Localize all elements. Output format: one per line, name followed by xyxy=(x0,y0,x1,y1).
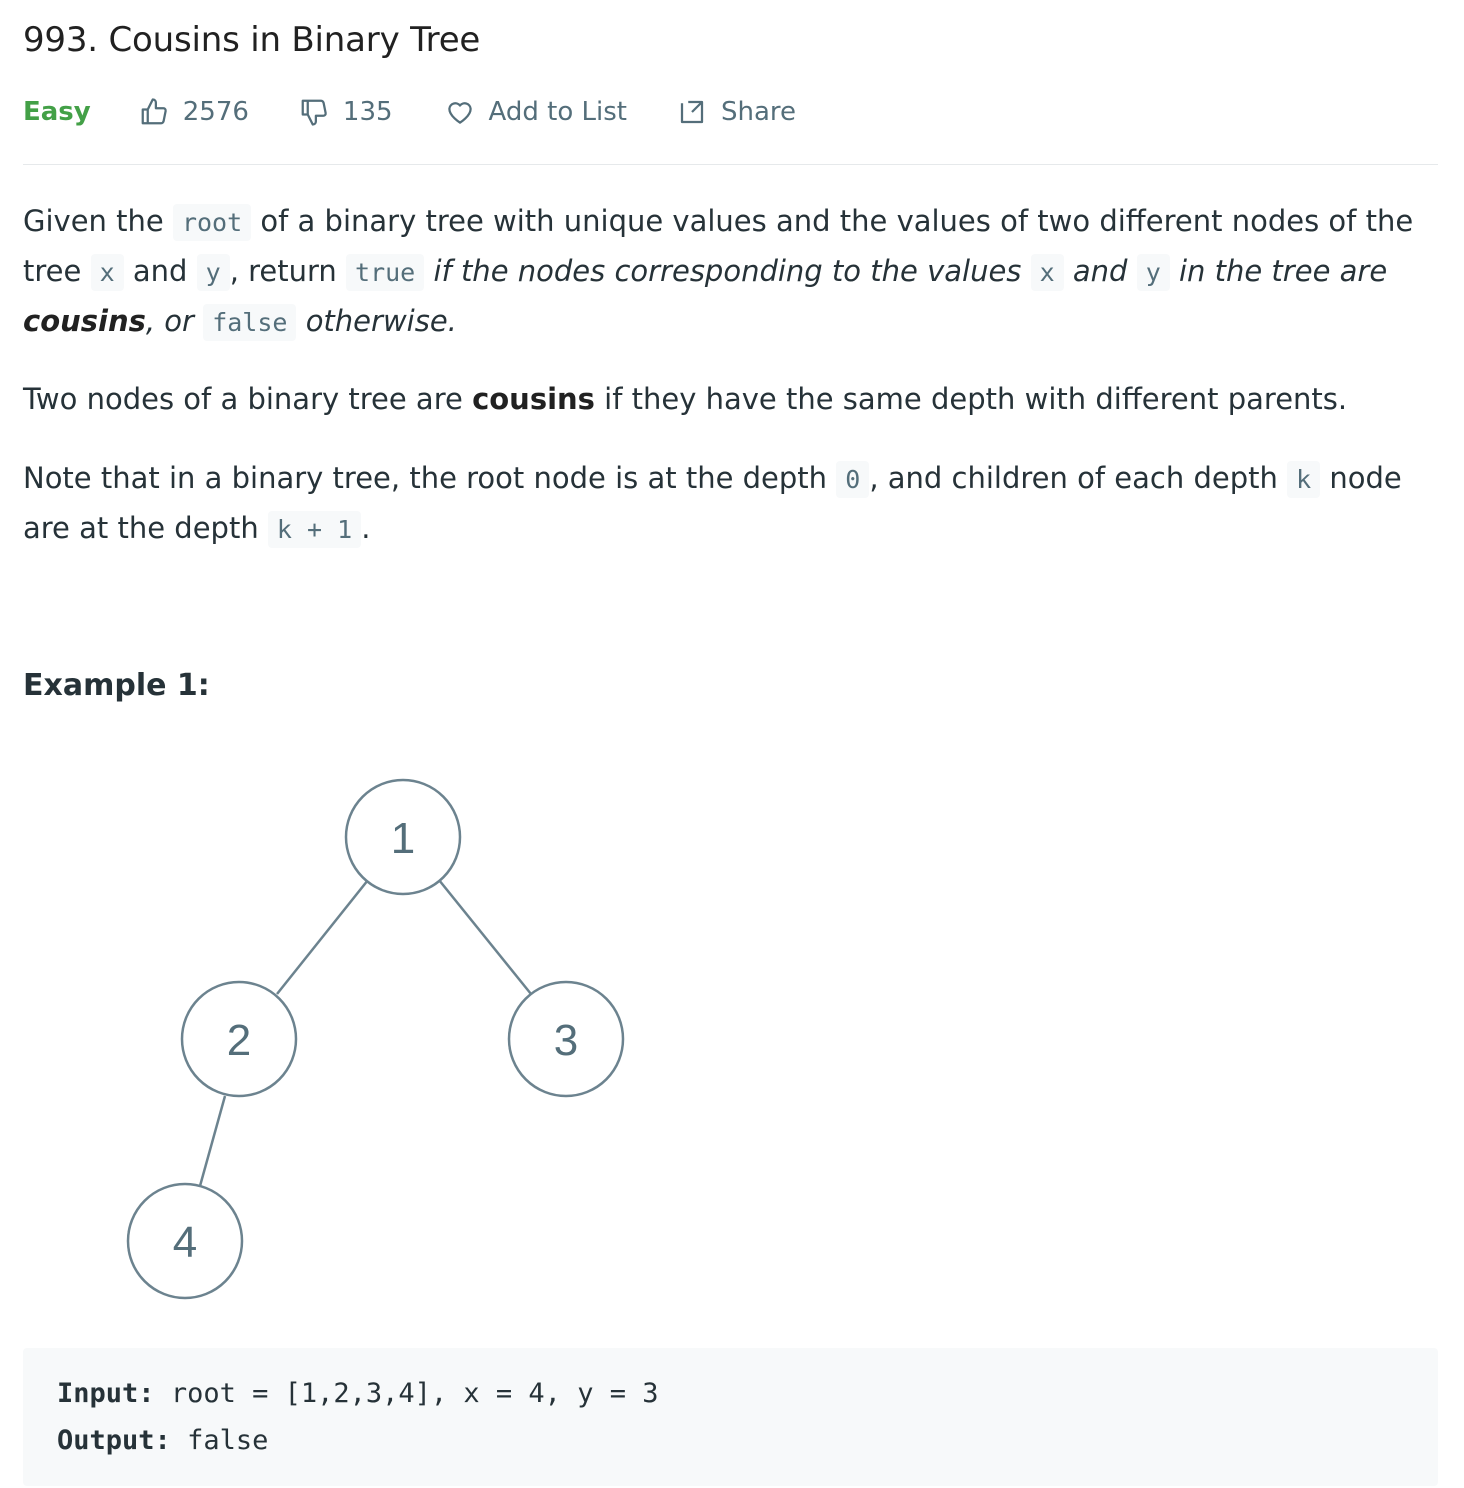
example-title: Example 1: xyxy=(23,668,210,703)
tree-node-3-label: 3 xyxy=(553,1016,579,1065)
code-y: y xyxy=(197,254,230,291)
code-false: false xyxy=(203,304,296,341)
difficulty-label: Easy xyxy=(23,97,91,127)
code-k: k xyxy=(1287,461,1320,498)
code-true: true xyxy=(346,254,424,291)
text: node are at the depth xyxy=(23,461,1402,545)
text: , return xyxy=(229,254,337,288)
italic-text: and xyxy=(1072,254,1128,288)
code-x: x xyxy=(1031,254,1064,291)
edge-2-4 xyxy=(200,1096,225,1186)
text: and xyxy=(132,254,188,288)
text: Note that in a binary tree, the root node is at the depth xyxy=(23,461,828,495)
code-root: root xyxy=(173,204,251,241)
edge-1-3 xyxy=(439,880,531,994)
add-to-list-button[interactable] xyxy=(445,97,627,127)
input-label: Input: xyxy=(57,1378,155,1409)
share-button[interactable] xyxy=(677,97,796,127)
italic-text: otherwise. xyxy=(305,304,457,338)
code-x: x xyxy=(91,254,124,291)
dislike-count: 135 xyxy=(342,97,393,127)
example-tree-diagram xyxy=(103,770,643,1310)
text: . xyxy=(361,511,371,545)
text: Given the xyxy=(23,204,164,238)
text: Two nodes of a binary tree are xyxy=(23,382,463,416)
example-input-line xyxy=(57,1374,658,1414)
tree-node-2-label: 2 xyxy=(226,1016,252,1065)
tree-svg xyxy=(103,770,643,1310)
share-label: Share xyxy=(720,97,796,127)
thumbs-up-icon xyxy=(139,97,169,127)
text: , and children of each depth xyxy=(869,461,1278,495)
bold-italic-text: cousins xyxy=(23,304,146,338)
code-k-plus-1: k + 1 xyxy=(268,511,361,548)
output-label: Output: xyxy=(57,1425,171,1456)
heart-icon xyxy=(445,97,475,127)
problem-title: 993. Cousins in Binary Tree xyxy=(23,20,481,60)
example-io-block xyxy=(23,1348,1438,1486)
bold-text: cousins xyxy=(472,382,595,416)
description-paragraph-3 xyxy=(23,454,1438,554)
divider xyxy=(23,164,1438,165)
tree-node-4-label: 4 xyxy=(172,1218,198,1267)
code-y: y xyxy=(1137,254,1170,291)
like-count: 2576 xyxy=(182,97,249,127)
example-output-line xyxy=(57,1421,268,1461)
text: of a binary tree with unique values and the values of two different nodes of the tree xyxy=(23,204,1414,288)
code-0: 0 xyxy=(836,461,869,498)
text: if they have the same depth with different parents. xyxy=(604,382,1348,416)
output-value: false xyxy=(187,1425,269,1456)
input-value: root = [1,2,3,4], x = 4, y = 3 xyxy=(170,1378,659,1409)
tree-node-1-label: 1 xyxy=(390,814,416,863)
dislike-button[interactable] xyxy=(299,97,393,127)
edge-1-2 xyxy=(277,880,368,994)
description-paragraph-1 xyxy=(23,197,1438,347)
share-icon xyxy=(677,97,707,127)
italic-text: , or xyxy=(145,304,194,338)
problem-meta-bar xyxy=(23,90,796,134)
italic-text: in the tree are xyxy=(1178,254,1388,288)
italic-text: if the nodes corresponding to the values xyxy=(433,254,1022,288)
like-button[interactable] xyxy=(139,97,249,127)
thumbs-down-icon xyxy=(299,97,329,127)
add-to-list-label: Add to List xyxy=(488,97,627,127)
description-paragraph-2 xyxy=(23,375,1438,424)
